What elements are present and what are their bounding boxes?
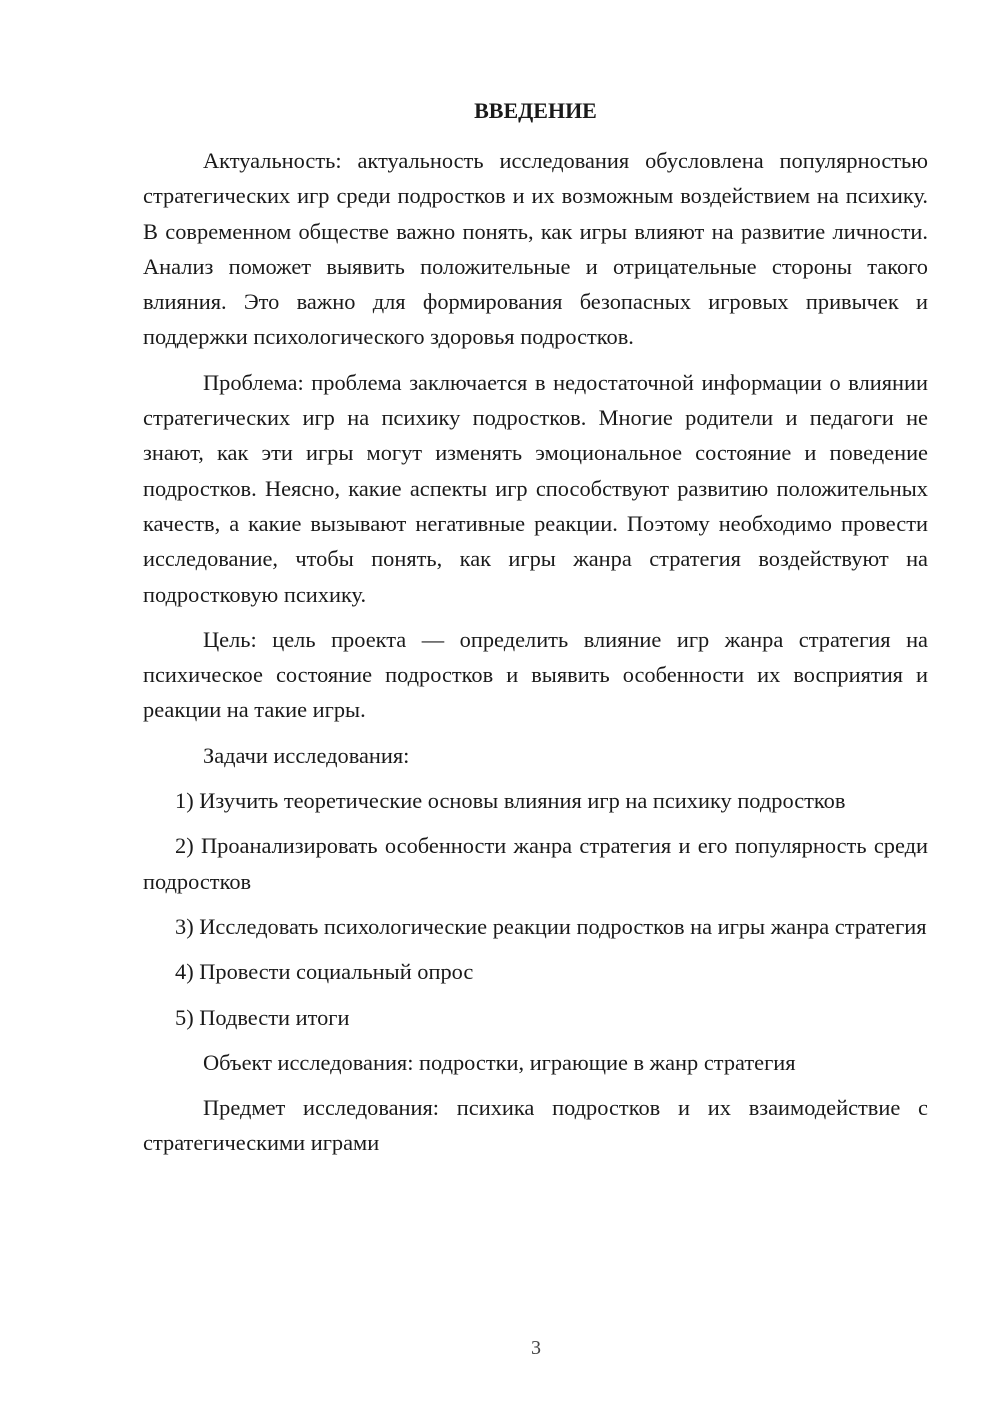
goal-paragraph: Цель: цель проекта — определить влияние игр жанра стратегия на психическое состояние подростков и выявить особенности их восприятия и реакции на такие игры. <box>143 626 928 723</box>
task-item-1: 1) Изучить теоретические основы влияния игр на психику подростков <box>175 788 846 814</box>
task-item-2: 2) Проанализировать особенности жанра стратегия и его популярность среди подростков <box>143 833 928 894</box>
page-number: 3 <box>531 1337 541 1359</box>
object-paragraph: Объект исследования: подростки, играющие в жанр стратегия <box>203 1049 796 1075</box>
tasks-heading: Задачи исследования: <box>203 742 410 768</box>
document-body <box>143 143 928 1161</box>
page-title: ВВЕДЕНИЕ <box>474 98 597 123</box>
task-item-5: 5) Подвести итоги <box>175 1004 350 1030</box>
task-item-4: 4) Провести социальный опрос <box>175 959 474 985</box>
problem-paragraph: Проблема: проблема заключается в недостаточной информации о влиянии стратегических игр на психику подростков. Многие родители и педагоги не знают, как эти игры могут изменять эмоциональное состояние и поведение подростков. Неясно, какие аспекты игр способствуют развитию положительных качеств, а какие вызывают негативные реакции. Поэтому необходимо провести исследование, чтобы понять, как игры жанра стратегия воздействуют на подростковую психику. <box>143 369 928 607</box>
subject-paragraph: Предмет исследования: психика подростков и их взаимодействие с стратегическими играми <box>143 1095 928 1156</box>
task-item-3: 3) Исследовать психологические реакции подростков на игры жанра стратегия <box>175 913 927 939</box>
relevance-paragraph: Актуальность: актуальность исследования обусловлена популярностью стратегических игр среди подростков и их возможным воздействием на психику. В современном обществе важно понять, как игры влияют на развитие личности. Анализ поможет выявить положительные и отрицательные стороны такого влияния. Это важно для формирования безопасных игровых привычек и поддержки психологического здоровья подростков. <box>143 148 928 350</box>
